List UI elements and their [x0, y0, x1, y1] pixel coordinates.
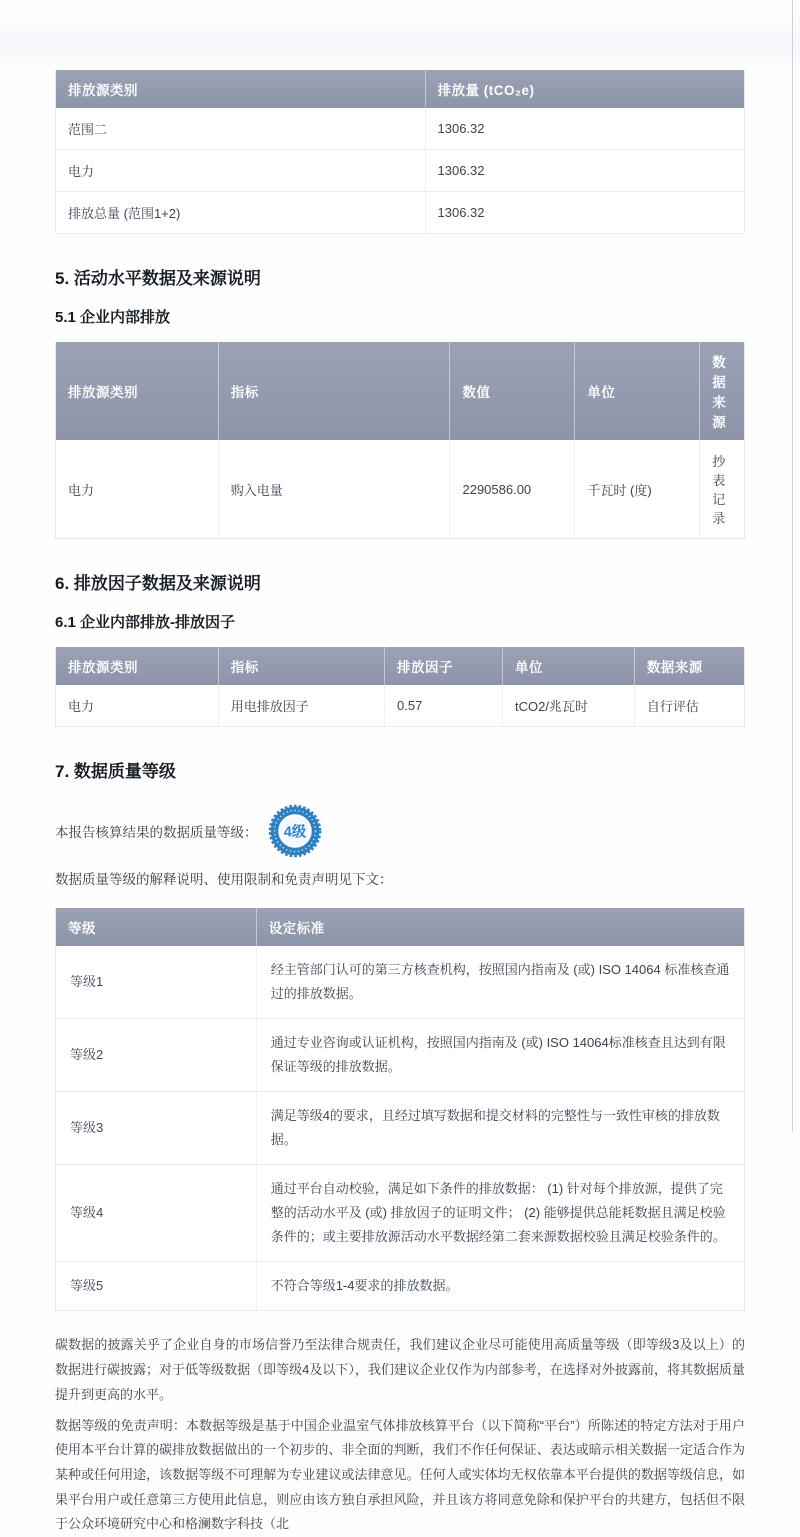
row-value: 1306.32: [425, 108, 745, 150]
table-row: [56, 192, 745, 234]
table-row: [56, 440, 745, 539]
section-6-title: 6. 排放因子数据及来源说明: [55, 574, 261, 593]
table-header-row: [56, 908, 745, 946]
quality-result-line: [55, 804, 745, 858]
table-header-row: [56, 342, 745, 440]
row-value: 1306.32: [425, 192, 745, 234]
row-value: 1306.32: [425, 150, 745, 192]
row-label: 电力: [56, 150, 426, 192]
cell-value: 2290586.00: [450, 440, 575, 539]
cell-indicator: 购入电量: [218, 440, 450, 539]
table-row: [56, 946, 745, 1019]
section-7-title: 7. 数据质量等级: [55, 762, 176, 781]
quality-result-prefix: 本报告核算结果的数据质量等级：: [55, 825, 258, 840]
level-criteria: 通过专业咨询或认证机构，按照国内指南及 (或) ISO 14064标准核查且达到有限保证等级的排放数据。: [256, 1019, 744, 1092]
col-header-criteria: 设定标准: [256, 908, 744, 946]
level-name: 等级1: [56, 946, 257, 1019]
col-header: 数据来源: [634, 647, 744, 685]
scan-edge-line: [792, 0, 793, 1132]
footnotes: [55, 1333, 745, 1537]
col-header: 排放因子: [385, 647, 503, 685]
table-row: [56, 1165, 745, 1262]
table-header-row: [56, 70, 745, 108]
cell-unit: tCO2/兆瓦时: [503, 685, 635, 727]
disclosure-advice-paragraph: 碳数据的披露关乎了企业自身的市场信誉乃至法律合规责任，我们建议企业尽可能使用高质量等级（即等级3及以上）的数据进行碳披露；对于低等级数据（即等级4及以下），我们建议企业仅作为内部参考，在选择对外披露前，将其数据质量提升到更高的水平。: [55, 1337, 745, 1402]
cell-unit: 千瓦时 (度): [575, 440, 700, 539]
cell-data-source: 抄表记录: [700, 440, 745, 539]
cell-indicator: 用电排放因子: [218, 685, 384, 727]
section-5-title: 5. 活动水平数据及来源说明: [55, 269, 261, 288]
col-header-level: 等级: [56, 908, 257, 946]
emissions-summary-table: [55, 70, 745, 234]
col-header-source-category: 排放源类别: [56, 70, 426, 108]
disclaimer-paragraph: 数据等级的免责声明：本数据等级是基于中国企业温室气体排放核算平台（以下简称“平台”）所陈述的特定方法对于用户使用本平台计算的碳排放数据做出的一个初步的、非全面的判断，我们不作任何保证、表达或暗示相关数据一定适合作为某种或任何用途，该数据等级不可理解为专业建议或法律意见。任何人或实体均无权依靠本平台提供的数据等级信息，如果平台用户或任意第三方使用此信息，则应由该方独自承担风险，并且该方将同意免除和保护平台的共建方，包括但不限于公众环境研究中心和格澜数字科技（北: [55, 1417, 745, 1532]
table-row: [56, 150, 745, 192]
col-header: 单位: [503, 647, 635, 685]
table-row: [56, 1262, 745, 1311]
table-row: [56, 1019, 745, 1092]
section-6-1-subtitle: 6.1 企业内部排放-排放因子: [55, 614, 236, 631]
col-header: 指标: [218, 647, 384, 685]
row-label: 范围二: [56, 108, 426, 150]
col-header-emission-amount: 排放量 (tCO₂e): [425, 70, 745, 108]
quality-level-4-badge-icon: [268, 804, 322, 858]
table-row: [56, 685, 745, 727]
col-header: 数值: [450, 342, 575, 440]
col-header: 单位: [575, 342, 700, 440]
cell-factor: 0.57: [385, 685, 503, 727]
level-criteria: 经主管部门认可的第三方核查机构，按照国内指南及 (或) ISO 14064 标准核查通过的排放数据。: [256, 946, 744, 1019]
emission-factor-table: [55, 647, 745, 727]
level-name: 等级2: [56, 1019, 257, 1092]
quality-explain-line: 数据质量等级的解释说明、使用限制和免责声明见下文：: [55, 872, 393, 887]
badge-level-label: 4级: [283, 824, 306, 841]
table-row: [56, 1092, 745, 1165]
level-name: 等级3: [56, 1092, 257, 1165]
row-label: 排放总量 (范围1+2): [56, 192, 426, 234]
level-name: 等级4: [56, 1165, 257, 1262]
col-header: 排放源类别: [56, 647, 219, 685]
level-name: 等级5: [56, 1262, 257, 1311]
cell-source: 电力: [56, 440, 219, 539]
table-row: [56, 108, 745, 150]
level-criteria: 满足等级4的要求，且经过填写数据和提交材料的完整性与一致性审核的排放数据。: [256, 1092, 744, 1165]
table-header-row: [56, 647, 745, 685]
col-header: 指标: [218, 342, 450, 440]
col-header: 排放源类别: [56, 342, 219, 440]
quality-levels-table: [55, 908, 745, 1311]
section-5-1-subtitle: 5.1 企业内部排放: [55, 309, 171, 326]
col-header: 数据来源: [700, 342, 745, 440]
cell-data-source: 自行评估: [634, 685, 744, 727]
activity-data-table: [55, 342, 745, 539]
level-criteria: 通过平台自动校验，满足如下条件的排放数据： (1) 针对每个排放源，提供了完整的活动水平及 (或) 排放因子的证明文件； (2) 能够提供总能耗数据且满足校验条件的；或主要排放源活动水平数据经第二套来源数据校验且满足校验条件的。: [256, 1165, 744, 1262]
cell-source: 电力: [56, 685, 219, 727]
level-criteria: 不符合等级1-4要求的排放数据。: [256, 1262, 744, 1311]
